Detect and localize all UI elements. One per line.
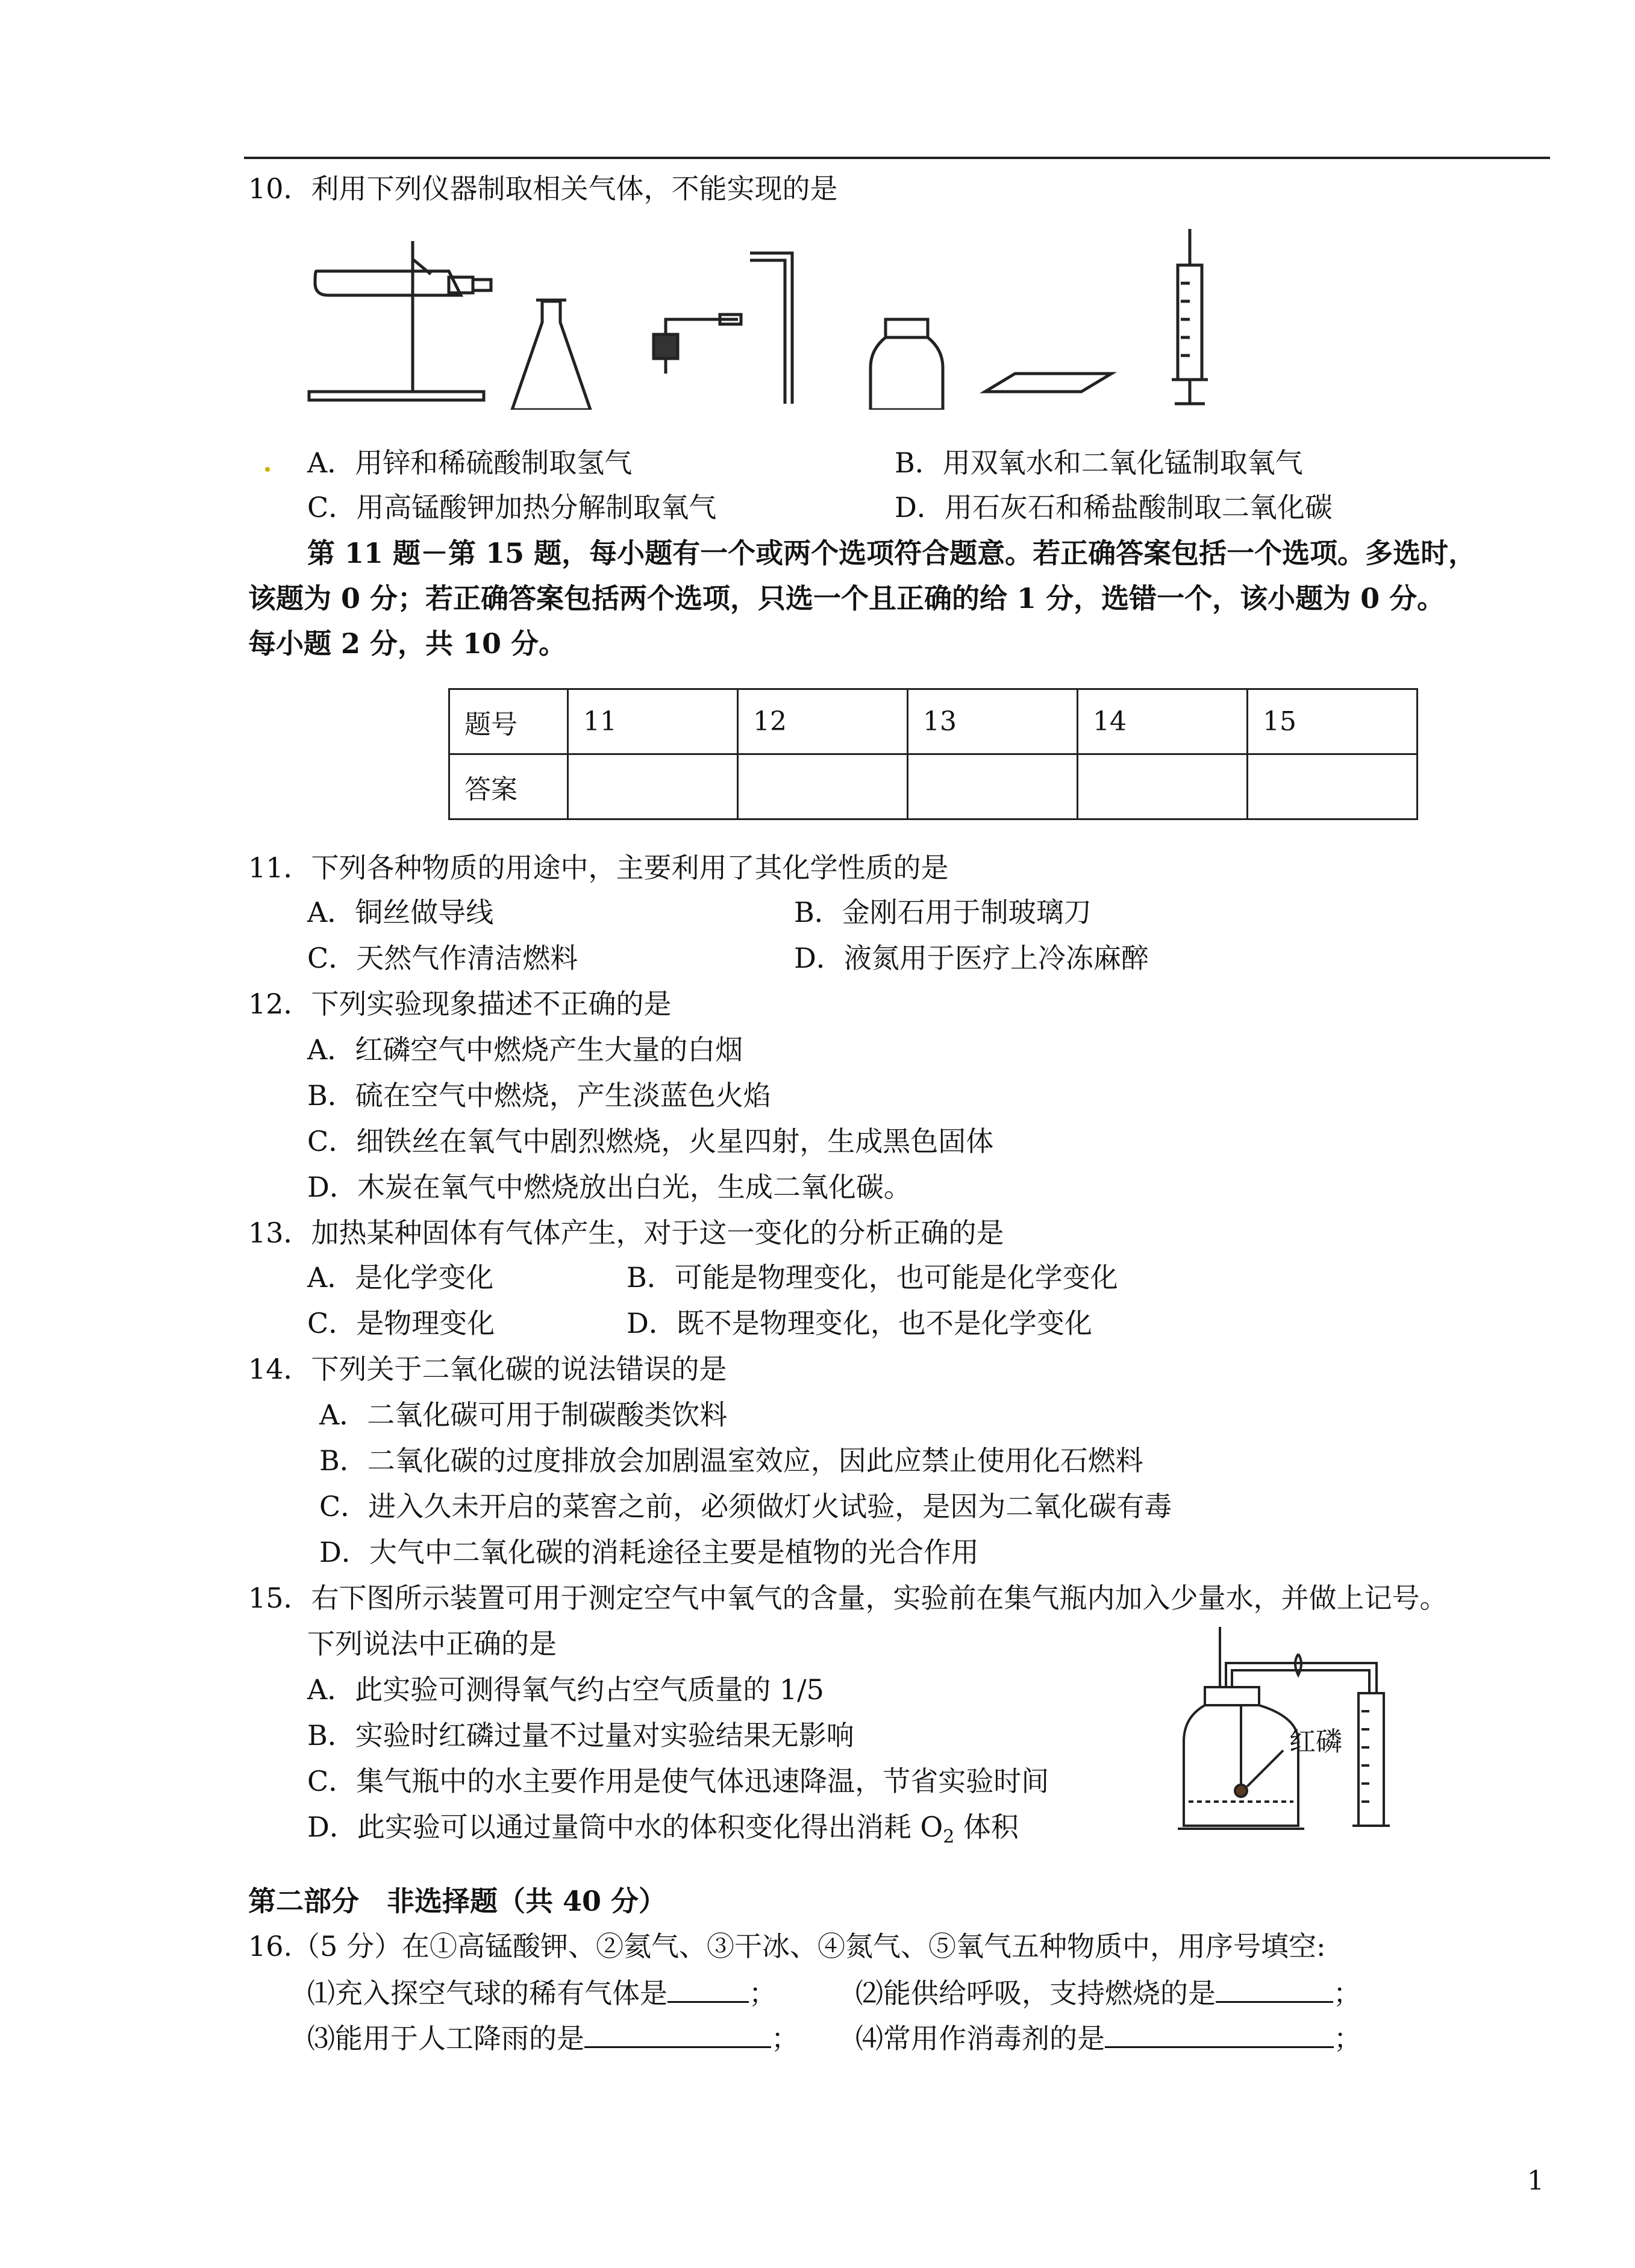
q11-option-a: A．铜丝做导线 bbox=[307, 896, 494, 929]
q10-option-a: A．用锌和稀硫酸制取氢气 bbox=[307, 446, 633, 479]
q15-option-b: B．实验时红磷过量不过量对实验结果无影响 bbox=[307, 1719, 854, 1752]
q11-option-d: D．液氮用于医疗上冷冻麻醉 bbox=[794, 942, 1149, 974]
glass-plate-icon bbox=[985, 374, 1111, 392]
q15-option-d bbox=[307, 1809, 1019, 1855]
answer-cell-13[interactable] bbox=[908, 754, 1078, 819]
q16-part-4 bbox=[855, 2019, 1361, 2057]
instructions-line-1: 第 11 题－第 15 题，每小题有一个或两个选项符合题意。若正确答案包括一个选项。多选时， bbox=[307, 537, 1477, 569]
q16-part-2-blank[interactable] bbox=[1216, 1973, 1333, 2003]
gas-collecting-bottle-icon bbox=[871, 319, 943, 410]
yellow-dot-mark bbox=[265, 467, 270, 472]
table-number-11: 11 bbox=[568, 689, 738, 754]
apparatus-figure bbox=[304, 229, 1268, 410]
table-number-14: 14 bbox=[1078, 689, 1248, 754]
q12-stem: 12．下列实验现象描述不正确的是 bbox=[248, 988, 672, 1020]
instructions-line-2: 该题为 0 分；若正确答案包括两个选项，只选一个且正确的给 1 分，选错一个，该小题为 0 分。 bbox=[248, 582, 1445, 615]
q16-part-1-label: ⑴充入探空气球的稀有气体是 bbox=[307, 1977, 667, 2010]
q16-part-3-label: ⑶能用于人工降雨的是 bbox=[307, 2022, 584, 2055]
syringe-icon bbox=[1172, 229, 1208, 404]
q13-option-d: D．既不是物理变化，也不是化学变化 bbox=[627, 1307, 1092, 1339]
table-number-15: 15 bbox=[1248, 689, 1418, 754]
q13-option-c: C．是物理变化 bbox=[307, 1307, 495, 1339]
table-number-12: 12 bbox=[738, 689, 908, 754]
q16-part-3-blank[interactable] bbox=[584, 2019, 771, 2048]
q11-option-b: B．金刚石用于制玻璃刀 bbox=[794, 896, 1092, 929]
q13-option-b: B．可能是物理变化，也可能是化学变化 bbox=[627, 1261, 1118, 1294]
q10-option-c: C．用高锰酸钾加热分解制取氧气 bbox=[307, 491, 717, 524]
table-header-label: 题号 bbox=[449, 689, 568, 754]
answer-cell-15[interactable] bbox=[1248, 754, 1418, 819]
l-shaped-tube-icon bbox=[750, 253, 792, 404]
q14-option-a: A．二氧化碳可用于制碳酸类饮料 bbox=[319, 1399, 728, 1431]
oxygen-measurement-apparatus-figure bbox=[1178, 1621, 1431, 1838]
q16-part-2-sep: ； bbox=[1333, 1977, 1361, 2010]
q16-part-1-blank[interactable] bbox=[667, 1973, 749, 2003]
table-number-13: 13 bbox=[908, 689, 1078, 754]
answer-cell-14[interactable] bbox=[1078, 754, 1248, 819]
q12-option-d: D．木炭在氧气中燃烧放出白光，生成二氧化碳。 bbox=[307, 1171, 911, 1203]
q16-part-4-label: ⑷常用作消毒剂的是 bbox=[855, 2022, 1105, 2055]
q16-part-2 bbox=[855, 1973, 1361, 2011]
q13-option-a: A．是化学变化 bbox=[307, 1261, 494, 1294]
q15-option-d-subscript: 2 bbox=[943, 1826, 955, 1848]
q15-option-c: C．集气瓶中的水主要作用是使气体迅速降温，节省实验时间 bbox=[307, 1765, 1049, 1797]
q10-stem: 10．利用下列仪器制取相关气体，不能实现的是 bbox=[248, 172, 838, 205]
q16-part-1-sep: ； bbox=[749, 1977, 777, 2010]
q15-stem-line-2: 下列说法中正确的是 bbox=[307, 1627, 557, 1660]
q16-part-1 bbox=[307, 1973, 777, 2011]
q11-stem: 11．下列各种物质的用途中，主要利用了其化学性质的是 bbox=[248, 851, 949, 884]
q12-option-c: C．细铁丝在氧气中剧烈燃烧，火星四射，生成黑色固体 bbox=[307, 1125, 994, 1157]
q15-option-d-text: D．此实验可以通过量筒中水的体积变化得出消耗 O bbox=[307, 1811, 943, 1843]
q16-part-3-sep: ； bbox=[771, 2022, 799, 2055]
q15-option-a: A．此实验可测得氧气约占空气质量的 1/5 bbox=[307, 1673, 824, 1706]
iron-stand-icon bbox=[309, 241, 491, 400]
table-answer-label: 答案 bbox=[449, 754, 568, 819]
page-number: 1 bbox=[1527, 2166, 1544, 2196]
answer-table-answer-row bbox=[449, 754, 1418, 819]
q16-stem: 16.（5 分）在①高锰酸钾、②氦气、③干冰、④氮气、⑤氧气五种物质中，用序号填空: bbox=[248, 1930, 1326, 1963]
q11-option-c: C．天然气作清洁燃料 bbox=[307, 942, 578, 974]
red-phosphorus-label: 红磷 bbox=[1289, 1726, 1342, 1757]
header-rule bbox=[244, 157, 1550, 159]
q13-stem: 13．加热某种固体有气体产生，对于这一变化的分析正确的是 bbox=[248, 1217, 1004, 1249]
q10-option-d: D．用石灰石和稀盐酸制取二氧化碳 bbox=[895, 491, 1333, 524]
q14-option-c: C．进入久未开启的菜窖之前，必须做灯火试验，是因为二氧化碳有毒 bbox=[319, 1490, 1172, 1523]
q16-part-2-label: ⑵能供给呼吸，支持燃烧的是 bbox=[855, 1977, 1216, 2010]
answer-cell-12[interactable] bbox=[738, 754, 908, 819]
q16-part-4-sep: ； bbox=[1334, 2022, 1361, 2055]
instructions-line-3: 每小题 2 分，共 10 分。 bbox=[248, 627, 567, 660]
q15-stem-line-1: 15．右下图所示装置可用于测定空气中氧气的含量，实验前在集气瓶内加入少量水，并做上记号。 bbox=[248, 1582, 1448, 1614]
q15-option-d-suffix: 体积 bbox=[954, 1811, 1019, 1843]
q16-part-4-blank[interactable] bbox=[1105, 2019, 1334, 2048]
answer-table bbox=[448, 688, 1418, 820]
q10-option-b: B．用双氧水和二氧化锰制取氧气 bbox=[895, 446, 1303, 479]
answer-table-header-row bbox=[449, 689, 1418, 754]
q12-option-a: A．红磷空气中燃烧产生大量的白烟 bbox=[307, 1033, 743, 1066]
q12-option-b: B．硫在空气中燃烧，产生淡蓝色火焰 bbox=[307, 1079, 771, 1112]
stopper-tube-icon bbox=[654, 315, 741, 374]
part2-title: 第二部分 非选择题（共 40 分） bbox=[248, 1885, 667, 1917]
q14-option-b: B．二氧化碳的过度排放会加剧温室效应，因此应禁止使用化石燃料 bbox=[319, 1444, 1143, 1477]
q14-option-d: D．大气中二氧化碳的消耗途径主要是植物的光合作用 bbox=[319, 1536, 979, 1568]
conical-flask-icon bbox=[512, 300, 590, 410]
answer-cell-11[interactable] bbox=[568, 754, 738, 819]
q16-part-3 bbox=[307, 2019, 799, 2057]
q14-stem: 14．下列关于二氧化碳的说法错误的是 bbox=[248, 1353, 727, 1385]
